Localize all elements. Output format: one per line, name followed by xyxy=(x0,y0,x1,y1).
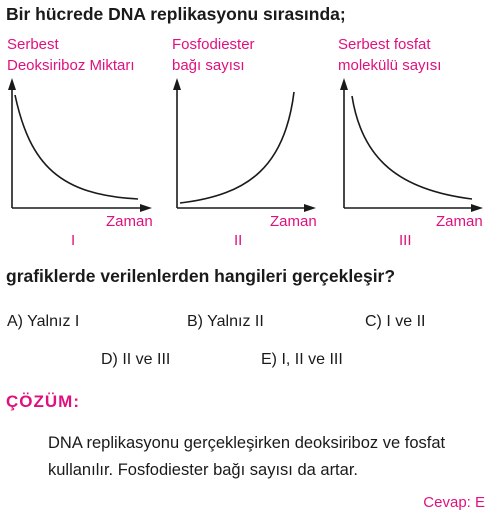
option-c[interactable]: C) I ve II xyxy=(365,313,426,330)
option-a[interactable]: A) Yalnız I xyxy=(7,313,80,330)
graph-1-xlabel: Zaman xyxy=(106,213,153,230)
graph-2-ylabel: Fosfodiester bağı sayısı xyxy=(172,36,255,74)
graph-2-xlabel: Zaman xyxy=(270,213,317,230)
graph-1-ylabel: Serbest Deoksiriboz Miktarı xyxy=(7,36,135,74)
option-e[interactable]: E) I, II ve III xyxy=(261,351,343,368)
question-text: grafiklerde verilenlerden hangileri gerçekleşir? xyxy=(6,266,396,286)
graph-3-roman: III xyxy=(399,232,412,249)
graph-3-xlabel: Zaman xyxy=(436,213,483,230)
option-d[interactable]: D) II ve III xyxy=(101,351,171,368)
graph-3-curve xyxy=(352,96,472,199)
answer-label: Cevap: E xyxy=(423,494,485,511)
solution-text: DNA replikasyonu gerçekleşirken deoksiriboz ve fosfat kullanılır. Fosfodiester bağı sayısı da artar. xyxy=(48,434,446,479)
option-b[interactable]: B) Yalnız II xyxy=(187,313,264,330)
question-intro: Bir hücrede DNA replikasyonu sırasında; xyxy=(6,4,346,24)
graph-1-roman: I xyxy=(71,232,76,249)
graph-3-ylabel: Serbest fosfat molekülü sayısı xyxy=(338,36,442,74)
solution-header: ÇÖZÜM: xyxy=(6,392,80,411)
graph-2-roman: II xyxy=(234,232,243,249)
graph-3-y-arrow xyxy=(340,78,348,90)
graph-3-x-arrow xyxy=(471,204,483,212)
